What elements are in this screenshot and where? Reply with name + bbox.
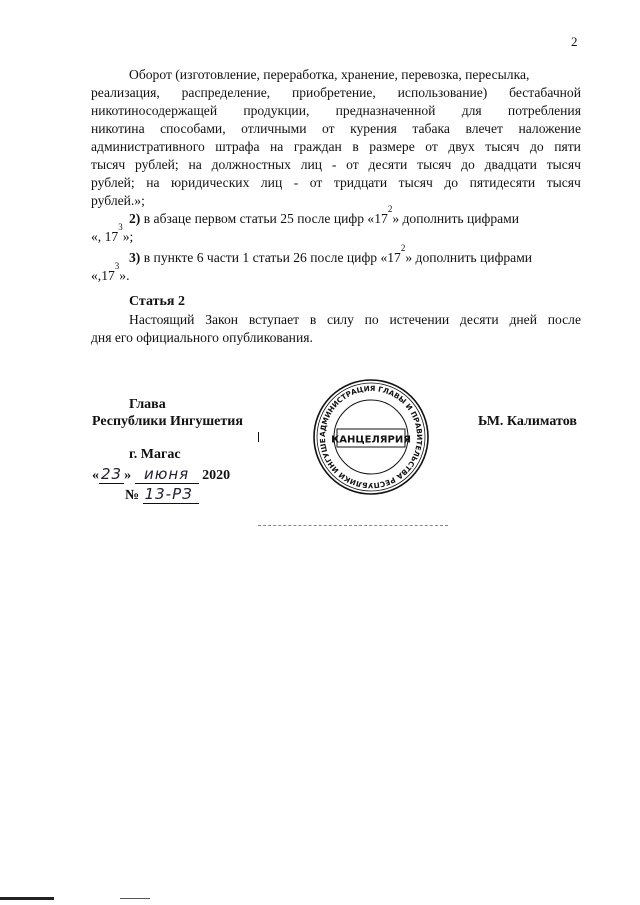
page-number: 2 (571, 34, 578, 49)
word: вступает (248, 312, 300, 327)
word: тысяч (546, 175, 581, 190)
word: двадцати (484, 157, 537, 172)
word: в (309, 312, 317, 327)
signatory-name (478, 414, 577, 430)
divider-dashes (258, 525, 448, 526)
paragraph-line (91, 84, 581, 102)
item-3-text-c: «,17 (91, 268, 115, 283)
word: потребления (507, 103, 581, 118)
word: от (309, 175, 323, 190)
law-number-value: 13-РЗ (143, 485, 199, 504)
word: использование) (397, 85, 488, 100)
word: тысяч (398, 175, 433, 190)
word: рублей; (135, 157, 179, 172)
word: отличными (241, 121, 307, 136)
word: тысяч (546, 157, 581, 172)
word: десяти (459, 312, 499, 327)
paragraph-line (91, 156, 581, 174)
word: двух (448, 139, 475, 154)
word: курения (350, 121, 397, 136)
word: в (352, 139, 359, 154)
item-2-sup-c: 3 (118, 222, 123, 232)
word: от (425, 139, 438, 154)
item-3-text-a: в пункте 6 части 1 статьи 26 после цифр «17 (143, 250, 401, 265)
word: продукции, (243, 103, 310, 118)
official-seal (311, 377, 431, 497)
scan-edge-mark (0, 897, 54, 900)
word: до (444, 175, 459, 190)
item-2-line1 (91, 204, 581, 228)
word: тысяч (485, 139, 520, 154)
word: бестабачной (509, 85, 581, 100)
word: рублей; (91, 175, 135, 190)
word: тысяч (417, 157, 452, 172)
word: никотиносодержащей (91, 103, 218, 118)
word: пяти (554, 139, 581, 154)
word: штрафа (215, 139, 260, 154)
word: Оборот (изготовление, переработка, хранение, перевозка, пересылка, (129, 67, 530, 82)
word: размере (369, 139, 415, 154)
word: предназначенной (335, 103, 436, 118)
article-2-title: Статья 2 (129, 294, 185, 309)
word: рублей.»; (91, 193, 145, 208)
place-city: г. Магас (129, 447, 181, 462)
word: до (461, 157, 475, 172)
word: - (293, 175, 299, 190)
word: до (529, 139, 544, 154)
seal-ring-text: АДМИНИСТРАЦИЯ ГЛАВЫ И ПРАВИТЕЛЬСТВА РЕСПУБЛИКИ ИНГУШЕ (317, 383, 425, 491)
item-3-line2 (91, 261, 581, 285)
word: способами, (160, 121, 226, 136)
word: от (346, 157, 359, 172)
word: никотина (91, 121, 145, 136)
law-number-label: № (125, 488, 140, 503)
date-open-quote: « (92, 468, 99, 483)
item-2-number: 2) (129, 211, 141, 226)
signatory-name-prefix: Ь (478, 414, 487, 429)
item-2-text-b: » дополнить цифрами (392, 211, 520, 226)
word: для (461, 103, 482, 118)
scan-edge-mark (120, 898, 150, 899)
word: на (188, 157, 202, 172)
item-2-line2 (91, 222, 581, 246)
word: Закон (205, 312, 239, 327)
word: на (146, 175, 160, 190)
item-3-text-d: ». (119, 268, 130, 283)
word: приобретение, (291, 85, 376, 100)
word: граждан (293, 139, 342, 154)
signatory-name-text: М. Калиматов (486, 414, 577, 429)
word: от (322, 121, 335, 136)
date-day: 23 (101, 465, 123, 483)
word: силу (327, 312, 354, 327)
signatory-title-line2: Республики Ингушетия (92, 414, 243, 429)
word: Настоящий (129, 312, 195, 327)
word: юридических (171, 175, 250, 190)
item-2-sup-a: 2 (387, 204, 393, 214)
word: административного (91, 139, 205, 154)
word: после (547, 312, 581, 327)
signing-date (92, 465, 230, 484)
article-2-line2: дня его официального опубликования. (91, 330, 313, 345)
word: распределение, (181, 85, 271, 100)
item-2-text-a: в абзаце первом статьи 25 после цифр «17 (143, 211, 388, 226)
word: реализация, (91, 85, 160, 100)
word: тридцати (333, 175, 388, 190)
word: истечении (389, 312, 450, 327)
date-close-quote: » (124, 468, 132, 483)
word: лиц (260, 175, 283, 190)
word: - (331, 157, 337, 172)
stray-mark (258, 432, 259, 442)
item-3-line1 (91, 243, 581, 267)
seal-graphic (311, 377, 431, 497)
paragraph-amendment (91, 66, 581, 210)
word: пятидесяти (469, 175, 536, 190)
paragraph-line (91, 138, 581, 156)
word: наложение (518, 121, 581, 136)
item-3-sup-a: 2 (400, 243, 406, 253)
paragraph-line (91, 102, 581, 120)
article-2-text (91, 311, 581, 347)
seal-center-text: КАНЦЕЛЯРИЯ (331, 434, 411, 446)
item-3-text-b: » дополнить цифрами (405, 250, 533, 265)
word: дней (509, 312, 537, 327)
paragraph-line (91, 66, 581, 84)
article-2-line1 (91, 311, 581, 329)
signatory-title-line1: Глава (129, 397, 166, 412)
paragraph-line (91, 120, 581, 138)
date-year: 2020 (202, 468, 231, 483)
item-2-text-c: «, 17 (91, 229, 119, 244)
date-month: июня (135, 465, 199, 484)
item-3-number: 3) (129, 250, 141, 265)
item-2-text-d: »; (122, 229, 134, 244)
paragraph-line (91, 174, 581, 192)
word: лиц (300, 157, 323, 172)
item-3-sup-c: 3 (114, 261, 120, 271)
word: на (270, 139, 284, 154)
word: должностных (211, 157, 291, 172)
word: табака (412, 121, 450, 136)
law-text (91, 66, 581, 285)
word: тысяч (91, 157, 126, 172)
word: десяти (368, 157, 408, 172)
paragraph-line (91, 192, 581, 210)
word: влечет (465, 121, 503, 136)
law-number (125, 485, 199, 504)
word: по (364, 312, 379, 327)
